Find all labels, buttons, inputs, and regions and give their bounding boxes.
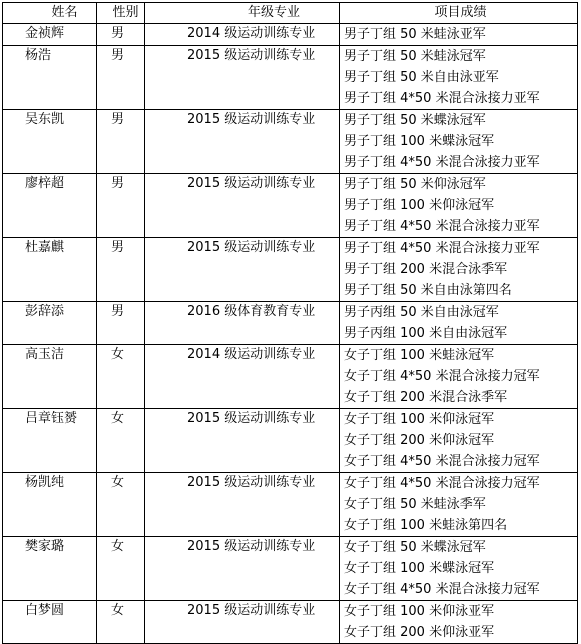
athlete-name-cell: 吕章钰赟 (3, 409, 97, 473)
gender-cell: 女 (97, 537, 145, 601)
result-line: 女子丁组 200 米仰泳冠军 (344, 433, 495, 448)
gender-cell: 男 (97, 238, 145, 302)
table-row (3, 302, 578, 345)
result-line: 女子丁组 100 米仰泳亚军 (344, 604, 495, 619)
results-cell (340, 24, 578, 46)
result-line: 女子丁组 4*50 米混合泳接力冠军 (344, 582, 540, 597)
major-cell: 2015 级运动训练专业 (145, 110, 340, 174)
table-row (3, 345, 578, 409)
table-row (3, 473, 578, 537)
results-cell (340, 46, 578, 110)
major-cell: 2015 级运动训练专业 (145, 601, 340, 644)
major-cell: 2015 级运动训练专业 (145, 46, 340, 110)
header-major: 年级专业 (145, 3, 340, 24)
table-row (3, 238, 578, 302)
result-line: 女子丁组 100 米蛙泳冠军 (344, 348, 495, 363)
athlete-name-cell: 白梦圆 (3, 601, 97, 644)
header-gender: 性别 (97, 3, 145, 24)
result-line: 男子丁组 50 米自由泳第四名 (344, 283, 512, 298)
table-row (3, 110, 578, 174)
results-cell (340, 537, 578, 601)
results-cell (340, 174, 578, 238)
results-cell (340, 302, 578, 345)
table-row (3, 537, 578, 601)
major-cell: 2014 级运动训练专业 (145, 24, 340, 46)
table-row (3, 409, 578, 473)
table-body (3, 24, 578, 644)
result-line: 女子丁组 4*50 米混合泳接力冠军 (344, 369, 540, 384)
gender-cell: 男 (97, 24, 145, 46)
major-cell: 2015 级运动训练专业 (145, 174, 340, 238)
result-line: 男子丁组 50 米蝶泳冠军 (344, 113, 486, 128)
gender-cell: 男 (97, 110, 145, 174)
gender-cell: 男 (97, 302, 145, 345)
result-line: 男子丁组 4*50 米混合泳接力亚军 (344, 219, 540, 234)
result-line: 女子丁组 100 米蛙泳第四名 (344, 518, 508, 533)
athlete-name-cell: 彭辞添 (3, 302, 97, 345)
athlete-name-cell: 杨浩 (3, 46, 97, 110)
major-cell: 2015 级运动训练专业 (145, 473, 340, 537)
result-line: 男子丁组 4*50 米混合泳接力亚军 (344, 241, 540, 256)
result-line: 男子丁组 50 米蛙泳冠军 (344, 49, 486, 64)
athlete-name-cell: 杨凯纯 (3, 473, 97, 537)
header-name: 姓名 (3, 3, 97, 24)
gender-cell: 女 (97, 409, 145, 473)
header-results: 项目成绩 (340, 3, 578, 24)
result-line: 女子丁组 100 米仰泳冠军 (344, 412, 495, 427)
results-cell (340, 345, 578, 409)
athlete-name-cell: 高玉洁 (3, 345, 97, 409)
results-table (2, 2, 578, 644)
result-line: 男子丁组 50 米仰泳冠军 (344, 177, 486, 192)
athlete-name-cell: 金祯辉 (3, 24, 97, 46)
athlete-name-cell: 杜嘉麒 (3, 238, 97, 302)
major-cell: 2015 级运动训练专业 (145, 409, 340, 473)
major-cell: 2015 级运动训练专业 (145, 537, 340, 601)
result-line: 男子丁组 50 米蛙泳亚军 (344, 27, 486, 42)
gender-cell: 女 (97, 601, 145, 644)
table-row (3, 601, 578, 644)
athlete-name-cell: 吴东凯 (3, 110, 97, 174)
result-line: 男子丁组 200 米混合泳季军 (344, 262, 508, 277)
results-cell (340, 238, 578, 302)
major-cell: 2016 级体育教育专业 (145, 302, 340, 345)
result-line: 女子丁组 100 米蝶泳冠军 (344, 561, 495, 576)
gender-cell: 男 (97, 174, 145, 238)
results-cell (340, 409, 578, 473)
result-line: 男子丁组 50 米自由泳亚军 (344, 70, 499, 85)
table-row (3, 24, 578, 46)
result-line: 男子丁组 4*50 米混合泳接力亚军 (344, 155, 540, 170)
table-row (3, 174, 578, 238)
gender-cell: 女 (97, 473, 145, 537)
table-row (3, 46, 578, 110)
result-line: 女子丁组 4*50 米混合泳接力冠军 (344, 454, 540, 469)
result-line: 女子丁组 50 米蝶泳冠军 (344, 540, 486, 555)
result-line: 男子丙组 100 米自由泳冠军 (344, 326, 508, 341)
result-line: 男子丁组 100 米仰泳冠军 (344, 198, 495, 213)
result-line: 男子丁组 100 米蝶泳冠军 (344, 134, 495, 149)
gender-cell: 男 (97, 46, 145, 110)
result-line: 女子丁组 200 米混合泳季军 (344, 390, 508, 405)
result-line: 女子丁组 4*50 米混合泳接力冠军 (344, 476, 540, 491)
results-cell (340, 473, 578, 537)
result-line: 男子丁组 4*50 米混合泳接力亚军 (344, 91, 540, 106)
results-cell (340, 601, 578, 644)
result-line: 女子丁组 200 米仰泳亚军 (344, 625, 495, 640)
result-line: 男子丙组 50 米自由泳冠军 (344, 305, 499, 320)
results-cell (340, 110, 578, 174)
athlete-name-cell: 廖梓超 (3, 174, 97, 238)
header-row (3, 3, 578, 24)
result-line: 女子丁组 50 米蛙泳季军 (344, 497, 486, 512)
major-cell: 2014 级运动训练专业 (145, 345, 340, 409)
gender-cell: 女 (97, 345, 145, 409)
athlete-name-cell: 樊家璐 (3, 537, 97, 601)
major-cell: 2015 级运动训练专业 (145, 238, 340, 302)
